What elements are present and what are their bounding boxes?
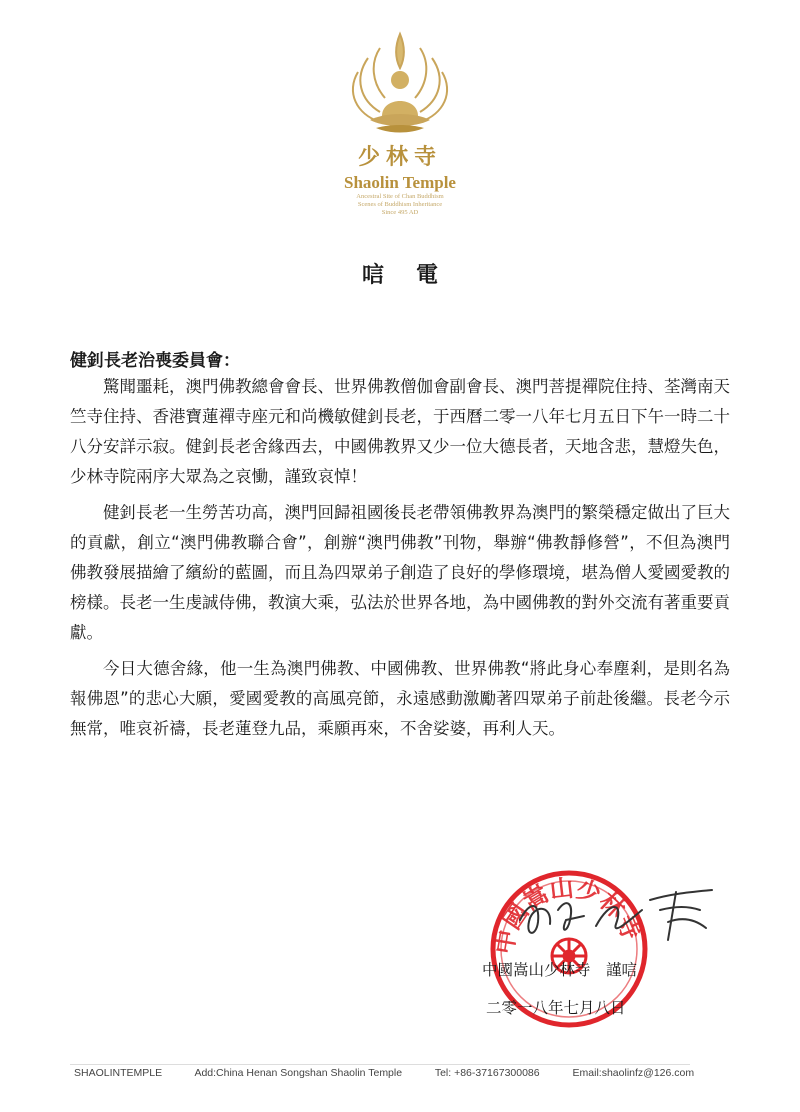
paragraph-1: 驚聞噩耗，澳門佛教總會會長、世界佛教僧伽會副會長、澳門菩提禪院住持、荃灣南天竺寺住持、香港寶蓮禪寺座元和尚機敏健釗長老，于西曆二零一八年七月五日下午一時二十八分安詳示寂。健釗長老舍緣西去，中國佛教界又少一位大德長者，天地含悲，慧燈失色，少林寺院兩序大眾為之哀慟，謹致哀悼！ xyxy=(70,377,730,486)
letterhead-footer xyxy=(74,1066,714,1080)
logo-subtitle-3: Since 495 AD xyxy=(381,209,419,216)
letter-body xyxy=(70,372,730,744)
signing-date: 二零一八年七月八日 xyxy=(486,999,626,1017)
paragraph-2: 健釗長老一生勞苦功高，澳門回歸祖國後長老帶領佛教界為澳門的繁榮穩定做出了巨大的貢獻，創立“澳門佛教聯合會”，創辦“澳門佛教”刊物，舉辦“佛教靜修營”，不但為澳門佛教發展描繪了繽紛的藍圖，而且為四眾弟子創造了良好的學修環境，堪為僧人愛國愛教的榜樣。長老一生虔誠侍佛，教演大乘，弘法於世界各地，為中國佛教的對外交流有著重要貢獻。 xyxy=(70,503,730,642)
letter-title: 唁電 xyxy=(361,262,470,288)
footer-address: Add:China Henan Songshan Shaolin Temple xyxy=(194,1067,403,1079)
logo-chinese-name: 少林寺 xyxy=(357,144,442,170)
paragraph-3: 今日大德舍緣，他一生為澳門佛教、中國佛教、世界佛教“將此身心奉塵剎，是則名為報佛恩”的悲心大願，愛國愛教的高風亮節，永遠感動激勵著四眾弟子前赴後繼。長老今示無常，唯哀祈禱，長老蓮登九品，乘願再來，不舍娑婆，再利人天。 xyxy=(70,659,730,738)
logo-subtitle-2: Scenes of Buddhism Inheritance xyxy=(357,201,443,208)
footer-divider xyxy=(70,1064,690,1065)
logo-english-name: Shaolin Temple xyxy=(344,173,456,192)
footer-brand: SHAOLINTEMPLE xyxy=(74,1067,163,1079)
footer-tel: Tel: +86-37167300086 xyxy=(434,1067,540,1079)
buddha-lotus-emblem-icon xyxy=(340,28,460,138)
footer-email: Email:shaolinfz@126.com xyxy=(572,1067,695,1079)
addressee: 健釗長老治喪委員會： xyxy=(70,351,240,371)
signing-organization: 中國嵩山少林寺 謹唁 xyxy=(482,961,638,979)
shaolin-temple-logo xyxy=(300,28,500,218)
logo-subtitle-1: Ancestral Site of Chan Buddhism xyxy=(356,193,444,200)
handwritten-signature xyxy=(500,880,720,950)
seal-text: 中國嵩山少林寺 xyxy=(489,872,647,957)
